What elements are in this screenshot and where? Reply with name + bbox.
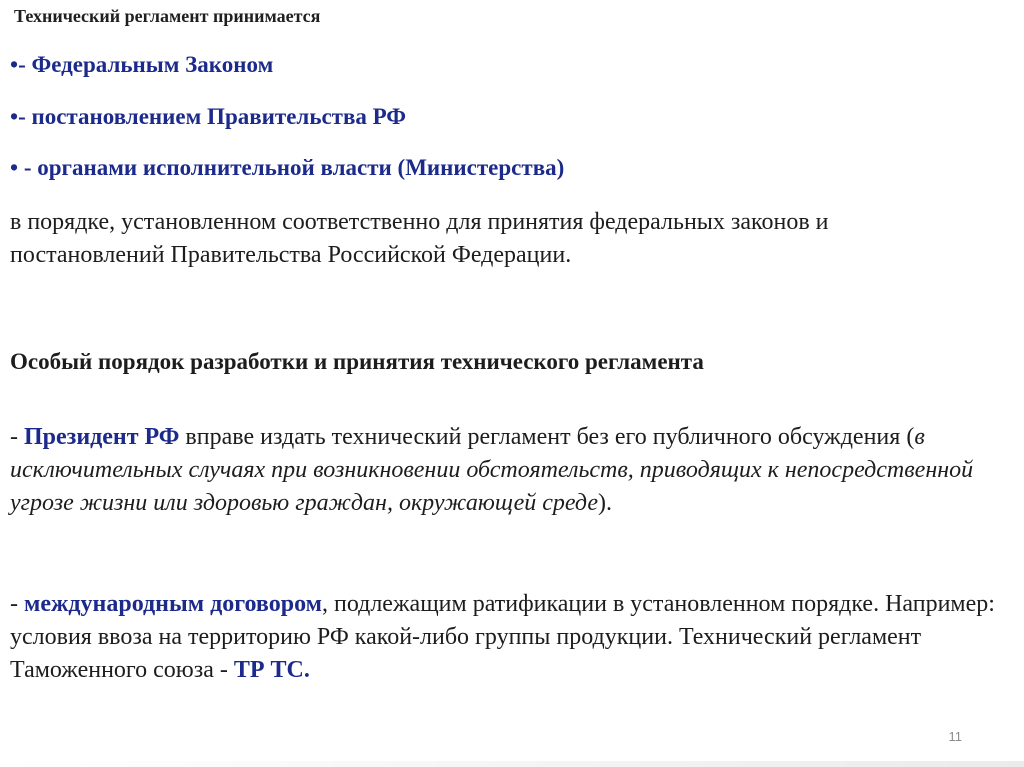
- paragraph-text: вправе издать технический регламент без его публичного обсуждения (: [179, 424, 915, 450]
- dash: -: [10, 591, 24, 617]
- paragraph-text: , подлежащим ратификации в установленном порядке. Например: условия ввоза на территорию РФ какой-либо группы продукции. Технический регламент Таможенного союза -: [10, 591, 995, 683]
- section-subheading: Особый порядок разработки и принятия технического регламента: [10, 349, 704, 374]
- bullet-text: - Федеральным Законом: [18, 52, 274, 77]
- bullet-item-federal-law: [10, 52, 273, 78]
- slide-edge-decoration: [0, 761, 1024, 767]
- dash: -: [10, 424, 24, 450]
- bullet-text: - постановлением Правительства РФ: [18, 104, 407, 129]
- treaty-emphasis: международным договором: [24, 591, 322, 617]
- page-number: 11: [948, 729, 962, 744]
- president-paragraph: [10, 421, 1014, 520]
- treaty-paragraph: [10, 588, 1014, 687]
- president-emphasis: Президент РФ: [24, 424, 180, 450]
- bullet-text: - органами исполнительной власти (Министерства): [18, 155, 565, 180]
- procedure-paragraph: в порядке, установленном соответственно для принятия федеральных законов и постановлений Правительства Российской Федерации.: [10, 209, 829, 268]
- paragraph-closing: ).: [598, 490, 613, 516]
- bullet-item-government-decree: [10, 104, 406, 130]
- bullet-marker: •: [10, 104, 19, 129]
- italic-condition: в исключительных случаях при возникновении обстоятельств, приводящих к непосредственной угрозе жизни или здоровью граждан, окружающей среде: [10, 424, 974, 516]
- slide-heading: Технический регламент принимается: [14, 6, 321, 26]
- bullet-marker: •: [10, 52, 19, 77]
- tr-ts-emphasis: ТР ТС.: [233, 657, 310, 683]
- bullet-item-executive-bodies: [10, 155, 564, 181]
- bullet-marker: •: [10, 155, 19, 180]
